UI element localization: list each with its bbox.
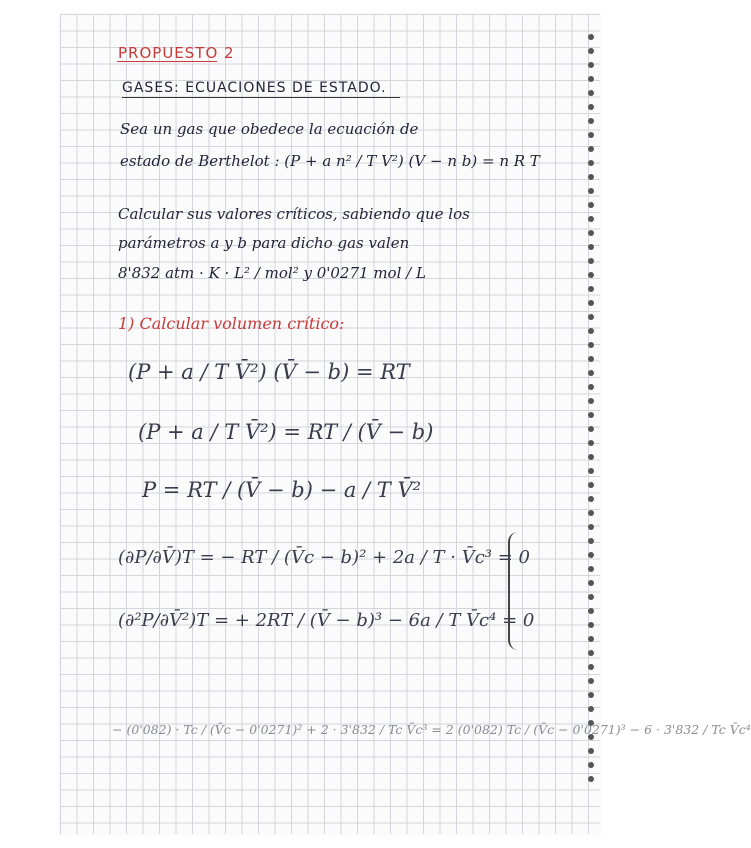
statement-line-5: 8'832 atm · K · L² / mol² y 0'0271 mol / L: [118, 264, 426, 282]
section-subtitle: GASES: ECUACIONES DE ESTADO.: [122, 80, 387, 96]
statement-line-2: estado de Berthelot : (P + a n² / T V²) (V − n b) = n R T: [120, 152, 540, 170]
statement-line-1: Sea un gas que obedece la ecuación de: [120, 120, 419, 138]
title-underline: [117, 61, 217, 62]
statement-line-3: Calcular sus valores críticos, sabiendo que los: [118, 205, 470, 223]
subtitle-underline: [122, 97, 400, 98]
equation-3: P = RT / (V̄ − b) − a / T V̄²: [142, 478, 422, 502]
final-equation: − (0'082) · Tc / (V̄c − 0'0271)² + 2 · 3'832 / Tc V̄c³ = 2 (0'082) Tc / (V̄c − 0'0271)³ − 6 · 3'832 / Tc V̄c⁴: [112, 722, 751, 737]
step-label: 1) Calcular volumen crítico:: [118, 314, 345, 333]
spiral-holes: [588, 34, 596, 814]
equation-4: (∂P/∂V̄)T = − RT / (V̄c − b)² + 2a / T · V̄c³ = 0: [118, 547, 530, 568]
equation-1: (P + a / T V̄²) (V̄ − b) = RT: [128, 360, 410, 384]
system-bracket: [508, 532, 522, 650]
statement-line-4: parámetros a y b para dicho gas valen: [118, 234, 410, 252]
equation-2: (P + a / T V̄²) = RT / (V̄ − b): [138, 420, 434, 444]
page-title: PROPUESTO 2: [118, 44, 235, 62]
equation-5: (∂²P/∂V̄²)T = + 2RT / (V̄ − b)³ − 6a / T V̄c⁴ = 0: [118, 610, 535, 631]
